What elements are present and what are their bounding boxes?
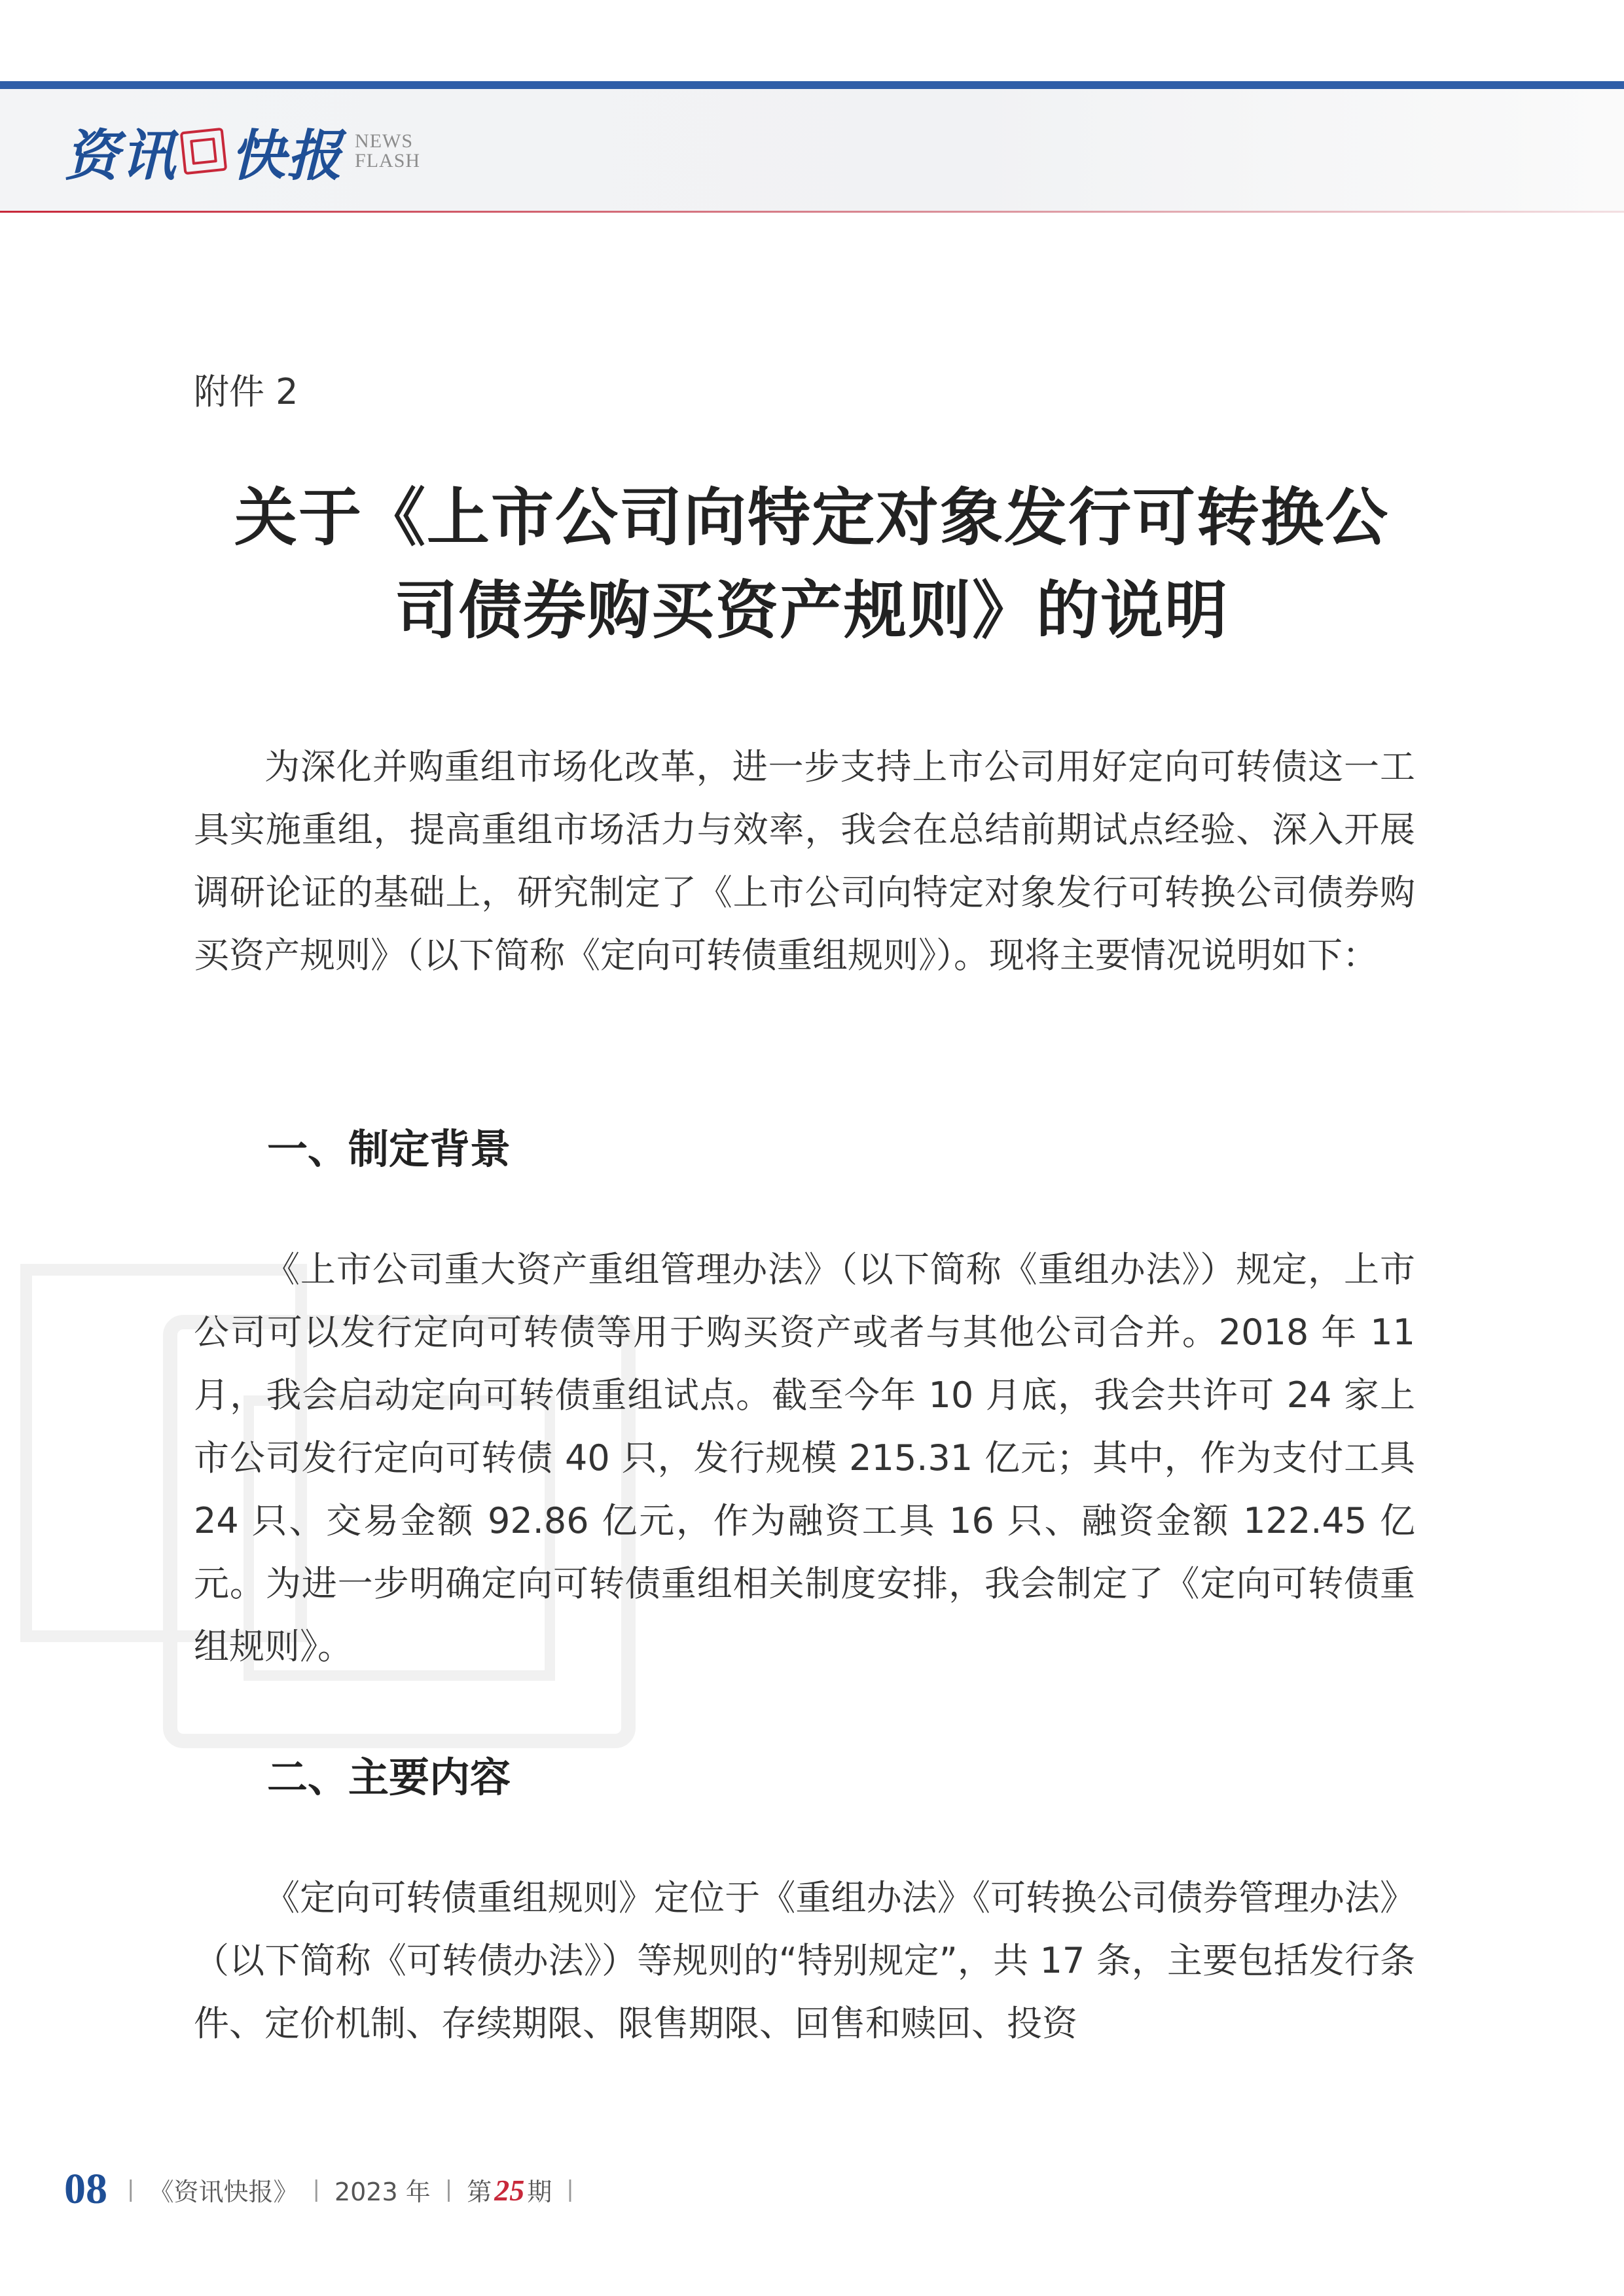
footer-year: 2023 年 — [334, 2177, 431, 2206]
page-title — [177, 471, 1447, 657]
brand-english-line2: FLASH — [355, 150, 421, 171]
section-heading-main-content: 二、主要内容 — [267, 1753, 511, 1801]
background-paragraph: 《上市公司重大资产重组管理办法》（以下简称《重组办法》）规定，上市公司可以发行定向可转债等用于购买资产或者与其他公司合并。2018 年 11 月，我会启动定向可转债重组试点。截至今年 10 月底，我会共许可 24 家上市公司发行定向可转债 40 只，发行规模 215.31 亿元；其中，作为支付工具 24 只、交易金额 92.86 亿元，作为融资工具 16 只、融资金额 122.45 亿元。为进一步明确定向可转债重组相关制度安排，我会制定了《定向可转债重组规则》。 — [194, 1249, 1415, 1667]
footer-separator: | — [127, 2176, 135, 2202]
page-footer — [64, 2163, 574, 2215]
brand-english — [355, 132, 420, 171]
footer-separator: | — [566, 2176, 574, 2202]
header-top-bar — [0, 81, 1624, 89]
brand-name-right: 快报 — [230, 122, 344, 188]
attachment-label: 附件 2 — [194, 371, 298, 412]
section-heading-background: 一、制定背景 — [267, 1125, 511, 1173]
title-line-1: 关于《上市公司向特定对象发行可转换公 — [234, 481, 1389, 554]
issue-prefix: 第 — [467, 2177, 492, 2206]
issue-suffix: 期 — [527, 2177, 552, 2206]
issue-number: 25 — [494, 2173, 525, 2207]
footer-publication: 《资讯快报》 — [149, 2177, 298, 2206]
brand-logo — [64, 115, 420, 187]
footer-issue — [467, 2172, 552, 2208]
brand-english-line1: NEWS — [355, 130, 414, 152]
main-content-paragraph: 《定向可转债重组规则》定位于《重组办法》《可转换公司债券管理办法》（以下简称《可转债办法》）等规则的“特别规定”，共 17 条，主要包括发行条件、定价机制、存续期限、限售期限、回售和赎回、投资 — [194, 1877, 1415, 2044]
brand-name-left: 资讯 — [64, 122, 177, 188]
title-line-2: 司债券购买资产规则》的说明 — [395, 574, 1229, 647]
footer-separator: | — [312, 2176, 320, 2202]
footer-separator: | — [444, 2176, 453, 2202]
seal-icon — [180, 128, 228, 175]
header-rule — [0, 211, 1624, 213]
intro-paragraph: 为深化并购重组市场化改革，进一步支持上市公司用好定向可转债这一工具实施重组，提高重组市场活力与效率，我会在总结前期试点经验、深入开展调研论证的基础上，研究制定了《上市公司向特定对象发行可转换公司债券购买资产规则》（以下简称《定向可转债重组规则》）。现将主要情况说明如下： — [194, 746, 1415, 976]
page-number: 08 — [64, 2165, 107, 2213]
